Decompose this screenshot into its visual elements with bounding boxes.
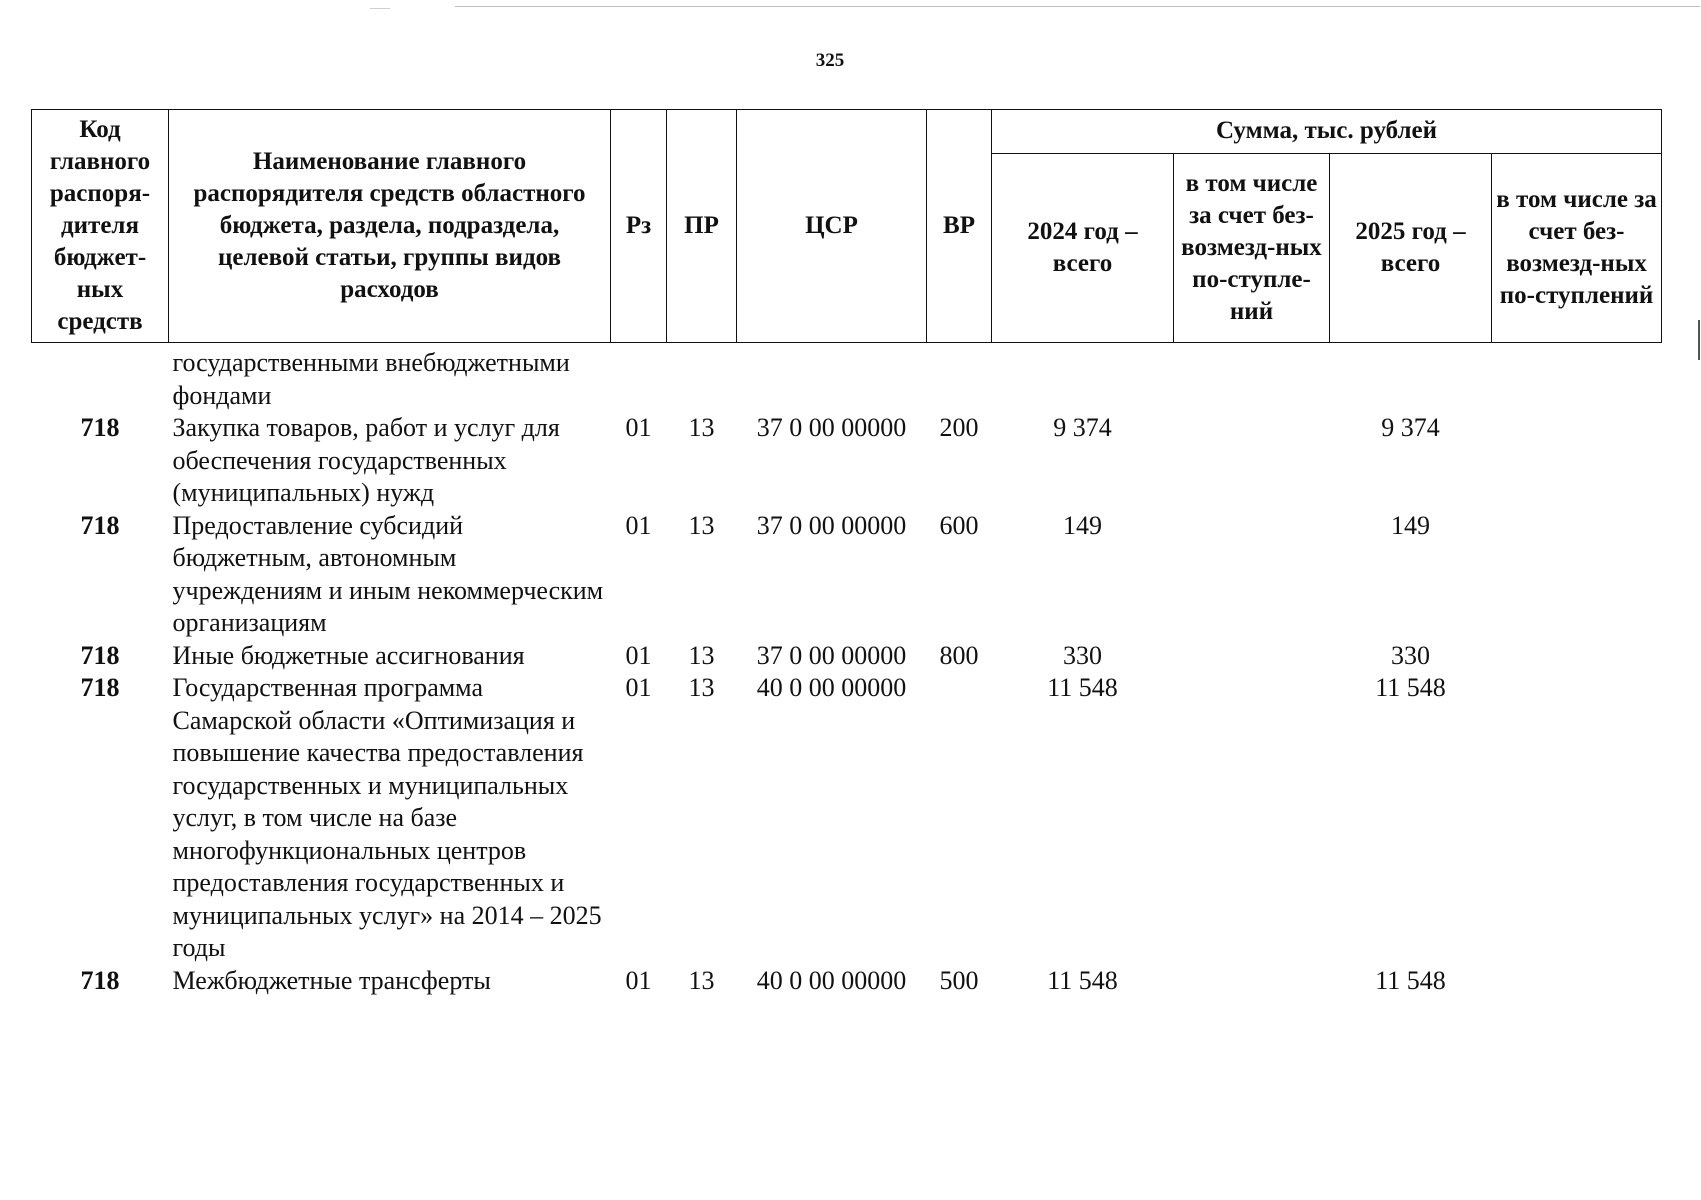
header-pr: ПР	[667, 110, 737, 343]
cell-name: государственными внебюджетными фондами	[172, 348, 570, 410]
cell-csr: 40 0 00 00000	[756, 673, 907, 702]
cell-pr: 13	[688, 673, 715, 702]
cell-2024-total	[992, 343, 1174, 413]
cell-name: Иные бюджетные ассигнования	[172, 640, 525, 670]
table-row	[32, 343, 1662, 413]
cell-vr: 600	[939, 510, 979, 540]
cell-code	[32, 343, 169, 413]
cell-2025-grants	[1492, 412, 1662, 510]
cell-csr: 37 0 00 00000	[756, 640, 907, 670]
cell-pr: 13	[688, 510, 715, 540]
cell-2024-grants	[1174, 343, 1330, 413]
header-2025-total: 2025 год – всего	[1330, 153, 1492, 342]
cell-2025-total: 11 548	[1375, 965, 1446, 995]
scan-edge-mark	[1698, 320, 1700, 360]
cell-rz: 01	[625, 673, 652, 702]
cell-2024-total: 9 374	[1053, 413, 1112, 442]
cell-2025-total: 11 548	[1375, 673, 1446, 702]
cell-rz: 01	[625, 640, 652, 670]
cell-pr: 13	[688, 413, 715, 442]
cell-name: Государственная программа Самарской области «Оптимизация и повышение качества предоставления государственных и муниципальных услуг, в том числе на базе многофункциональных центров предоставления государственных и муниципальных услуг» на 2014 – 2025 годы	[172, 673, 602, 962]
cell-vr: 200	[939, 413, 979, 442]
table-row	[32, 965, 1662, 1002]
cell-pr: 13	[688, 640, 715, 670]
scan-artifact-line	[455, 6, 1700, 7]
cell-rz: 01	[625, 965, 652, 995]
cell-csr	[737, 343, 927, 413]
cell-code: 718	[80, 413, 120, 442]
cell-name: Межбюджетные трансферты	[172, 965, 491, 995]
cell-2024-total: 149	[1063, 510, 1102, 540]
table-row	[32, 640, 1662, 673]
header-2024-grants: в том числе за счет без-возмезд-ных по-ступле-ний	[1174, 153, 1330, 342]
cell-2024-total: 11 548	[1047, 673, 1118, 702]
cell-code: 718	[80, 965, 120, 995]
cell-rz	[611, 343, 667, 413]
page-number: 325	[815, 50, 845, 71]
cell-vr: 800	[939, 640, 979, 670]
table-row	[32, 672, 1662, 965]
cell-vr: 500	[939, 965, 979, 995]
header-2025-grants: в том числе за счет без-возмезд-ных по-ступлений	[1492, 153, 1662, 342]
cell-2024-grants	[1174, 510, 1330, 640]
header-name: Наименование главного распорядителя средств областного бюджета, раздела, подраздела, целевой статьи, группы видов расходов	[169, 110, 611, 343]
header-rz: Рз	[611, 110, 667, 343]
cell-csr: 37 0 00 00000	[756, 510, 907, 540]
header-vr: ВР	[927, 110, 992, 343]
header-sum-group: Сумма, тыс. рублей	[992, 110, 1662, 154]
cell-name: Предоставление субсидий бюджетным, автономным учреждениям и иным некоммерческим организациям	[172, 510, 604, 637]
cell-pr	[667, 343, 737, 413]
header-2024-total: 2024 год – всего	[992, 153, 1174, 342]
cell-pr: 13	[688, 965, 715, 995]
cell-csr: 37 0 00 00000	[756, 413, 907, 442]
header-code: Код главного распоря-дителя бюджет-ных средств	[32, 110, 169, 343]
cell-2024-grants	[1174, 672, 1330, 965]
table-row	[32, 412, 1662, 510]
cell-code: 718	[80, 510, 120, 540]
cell-rz: 01	[625, 510, 652, 540]
cell-2025-grants	[1492, 343, 1662, 413]
cell-2025-grants	[1492, 672, 1662, 965]
cell-vr	[927, 672, 992, 965]
cell-2024-grants	[1174, 640, 1330, 673]
table-row	[32, 510, 1662, 640]
cell-2025-total: 9 374	[1381, 413, 1440, 442]
cell-2024-total: 330	[1063, 640, 1102, 670]
cell-code: 718	[80, 640, 120, 670]
cell-rz: 01	[625, 413, 652, 442]
cell-2024-grants	[1174, 412, 1330, 510]
cell-vr	[927, 343, 992, 413]
cell-2025-total: 149	[1391, 510, 1430, 540]
cell-2025-total	[1330, 343, 1492, 413]
scan-artifact-line	[370, 8, 390, 9]
cell-code: 718	[80, 673, 120, 702]
header-csr: ЦСР	[737, 110, 927, 343]
cell-2025-grants	[1492, 510, 1662, 640]
budget-table	[31, 109, 1662, 1001]
cell-name: Закупка товаров, работ и услуг для обеспечения государственных (муниципальных) нужд	[172, 413, 560, 507]
table-body	[32, 343, 1662, 1002]
cell-2025-grants	[1492, 640, 1662, 673]
cell-2025-grants	[1492, 965, 1662, 1002]
cell-2025-total: 330	[1391, 640, 1430, 670]
cell-csr: 40 0 00 00000	[756, 965, 907, 995]
cell-2024-grants	[1174, 965, 1330, 1002]
table-header	[32, 110, 1662, 343]
cell-2024-total: 11 548	[1047, 965, 1118, 995]
